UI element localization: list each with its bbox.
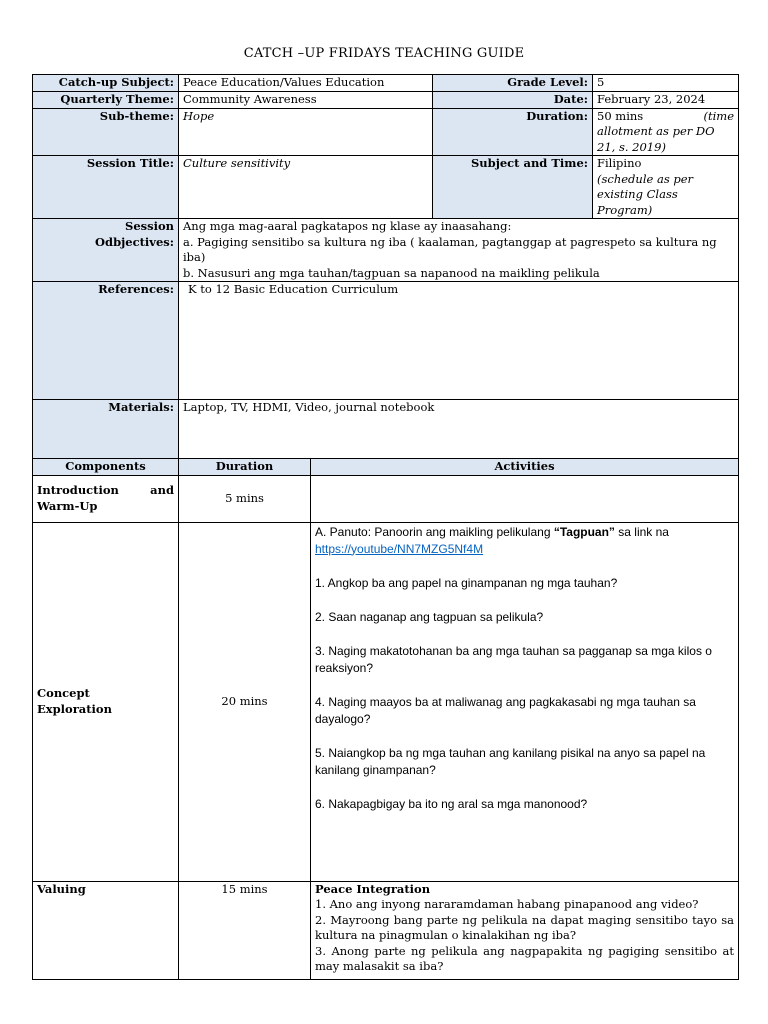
page-title: CATCH –UP FRIDAYS TEACHING GUIDE (243, 46, 525, 61)
question-5: 5. Naiangkop ba ng mga tauhan ang kanilang pisikal na anyo sa papel na kanilang ginampanan? (315, 745, 706, 777)
objectives-content (179, 219, 739, 282)
concept-instruction-post: sa link na (614, 524, 669, 539)
concept-duration: 20 mins (179, 522, 311, 881)
objectives-label-line-2: Odbjectives: (95, 234, 174, 249)
introduction-word-1: Introduction (37, 483, 119, 497)
duration-header: Duration (179, 459, 311, 476)
concept-activities (311, 522, 739, 881)
theme-label: Quarterly Theme: (33, 92, 179, 109)
row-session-title (33, 156, 739, 219)
subject-time-value: Filipino (597, 156, 642, 170)
valuing-item-2: 2. Mayroong bang parte ng pelikula na dapat maging sensitibo tayo sa kultura na pinagmulan o kinalakihan ng iba? (315, 912, 735, 942)
valuing-item-3: 3. Anong parte ng pelikula ang nagpapakita ng pagiging sensitibo at may malasakit sa iba? (315, 943, 735, 973)
subject-label: Catch-up Subject: (33, 75, 179, 92)
row-concept-exploration (33, 522, 739, 881)
duration-value-cell (593, 108, 739, 156)
concept-instruction (315, 524, 734, 541)
activities-header: Activities (311, 459, 739, 476)
references-value: K to 12 Basic Education Curriculum (179, 282, 739, 400)
concept-label-line-1: Concept (37, 686, 90, 700)
introduction-duration: 5 mins (179, 475, 311, 522)
duration-label: Duration: (433, 108, 593, 156)
subject-time-label: Subject and Time: (433, 156, 593, 219)
grade-label: Grade Level: (433, 75, 593, 92)
date-label: Date: (433, 92, 593, 109)
question-1: 1. Angkop ba ang papel na ginampanan ng mga tauhan? (315, 575, 618, 590)
row-materials (33, 400, 739, 459)
objective-b: b. Nasusuri ang mga tauhan/tagpuan sa napanood na maikling pelikula (183, 265, 600, 280)
question-2: 2. Saan naganap ang tagpuan sa pelikula? (315, 609, 544, 624)
duration-note-b: allotment as per DO 21, s. 2019) (597, 124, 715, 154)
row-introduction (33, 475, 739, 522)
teaching-guide-table (32, 74, 739, 980)
row-subtheme (33, 108, 739, 156)
objectives-intro: Ang mga mag-aaral pagkatapos ng klase ay inaasahang: (183, 219, 512, 233)
subtheme-value: Hope (179, 108, 433, 156)
components-header: Components (33, 459, 179, 476)
question-6: 6. Nakapagbigay ba ito ng aral sa mga manonood? (315, 796, 588, 811)
duration-value: 50 mins (597, 108, 644, 123)
materials-label: Materials: (33, 400, 179, 459)
date-value: February 23, 2024 (593, 92, 739, 109)
valuing-item-1: 1. Ano ang inyong nararamdaman habang pinapanood ang video? (315, 897, 699, 911)
introduction-label (33, 475, 179, 522)
row-theme (33, 92, 739, 109)
session-title-value: Culture sensitivity (179, 156, 433, 219)
row-subject (33, 75, 739, 92)
grade-value: 5 (593, 75, 739, 92)
introduction-word-2: and (150, 483, 174, 497)
introduction-activities (311, 475, 739, 522)
concept-film-title: “Tagpuan” (553, 524, 615, 539)
subject-time-cell (593, 156, 739, 219)
references-label: References: (33, 282, 179, 400)
video-link[interactable]: https://youtube/NN7MZG5Nf4M (315, 541, 484, 556)
objective-a: a. Pagiging sensitibo sa kultura ng iba ( kaalaman, pagtanggap at pagrespeto sa kultura ng iba) (183, 234, 717, 264)
session-title-label: Session Title: (33, 156, 179, 219)
theme-value: Community Awareness (179, 92, 433, 109)
objectives-label-line-1: Session (125, 219, 174, 233)
question-3: 3. Naging makatotohanan ba ang mga tauhan sa pagganap sa mga kilos o reaksiyon? (315, 643, 712, 675)
concept-instruction-pre: A. Panuto: Panoorin ang maikling pelikulang (315, 524, 554, 539)
row-objectives (33, 219, 739, 282)
valuing-duration: 15 mins (179, 881, 311, 979)
components-header-row (33, 459, 739, 476)
valuing-heading: Peace Integration (315, 881, 431, 896)
materials-value: Laptop, TV, HDMI, Video, journal notebook (179, 400, 739, 459)
question-4: 4. Naging maayos ba at maliwanag ang pagkakasabi ng mga tauhan sa dayalogo? (315, 694, 696, 726)
objectives-label (33, 219, 179, 282)
concept-label (33, 522, 179, 881)
subject-value: Peace Education/Values Education (179, 75, 433, 92)
valuing-activities (311, 881, 739, 979)
subtheme-label: Sub-theme: (33, 108, 179, 156)
subject-time-note: (schedule as per existing Class Program) (597, 171, 694, 217)
duration-note-a: (time (703, 108, 735, 123)
row-valuing (33, 881, 739, 979)
concept-label-line-2: Exploration (37, 701, 112, 716)
valuing-label: Valuing (33, 881, 179, 979)
introduction-word-3: Warm-Up (37, 498, 98, 513)
row-references (33, 282, 739, 400)
